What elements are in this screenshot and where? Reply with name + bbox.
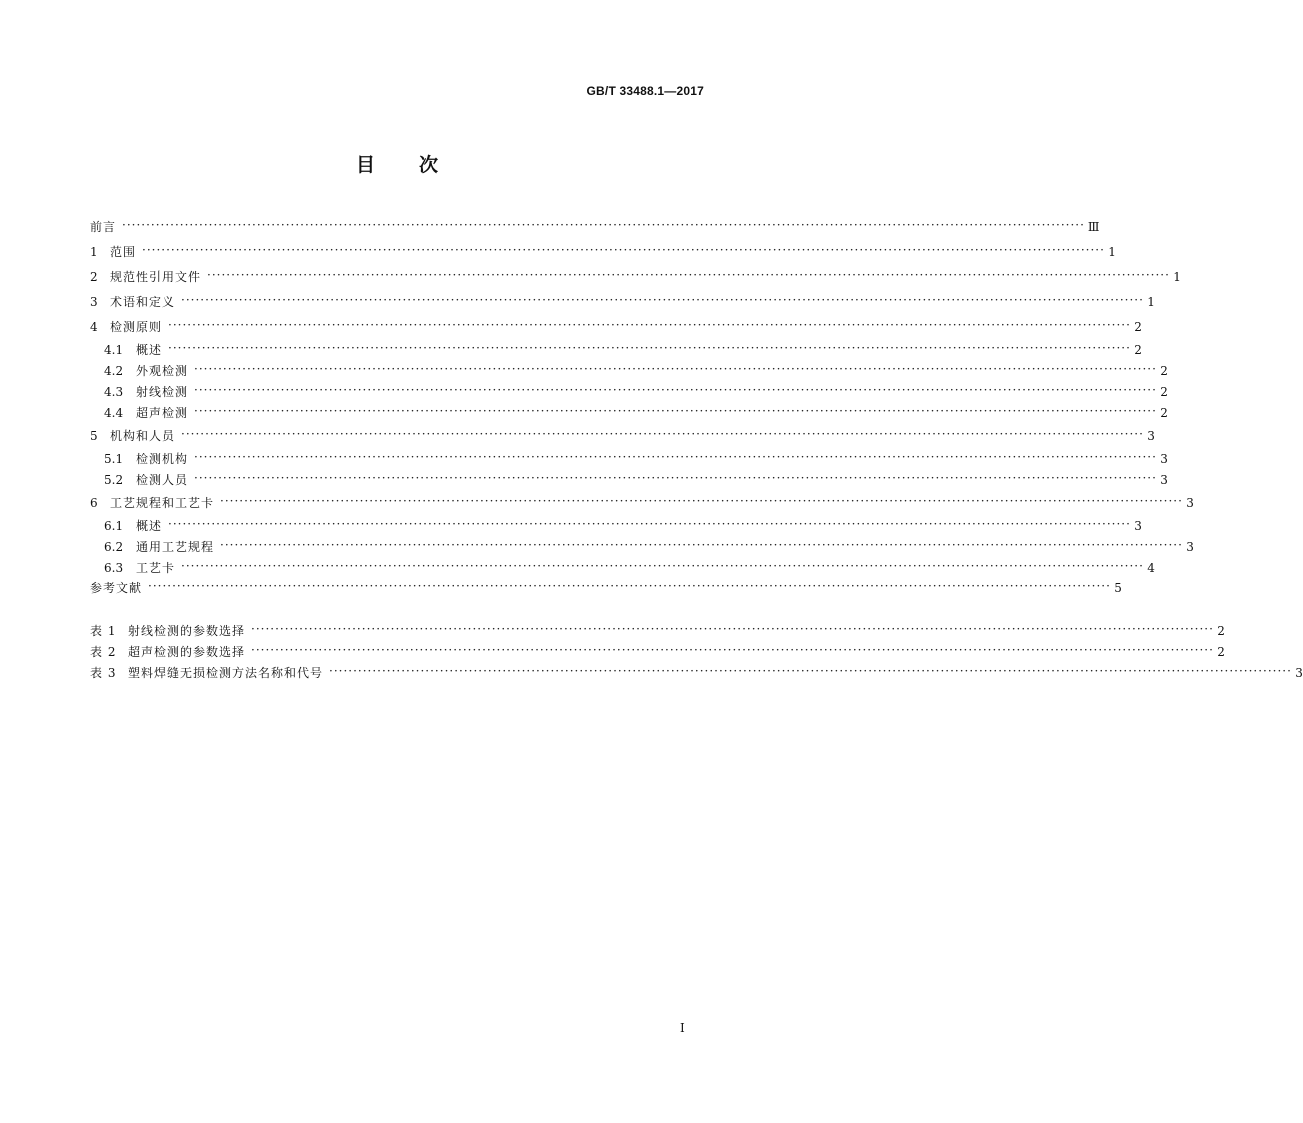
toc-entry-page: 3	[1160, 451, 1168, 466]
toc-entry-text: 工艺规程和工艺卡	[110, 495, 215, 510]
toc-entry-page: 1	[1147, 294, 1155, 309]
toc-entry-text: 术语和定义	[110, 294, 176, 309]
toc-entry-text: 前言	[90, 220, 117, 234]
toc-table-page: 2	[1217, 623, 1225, 638]
toc-entry-page: 2	[1134, 342, 1142, 357]
standard-code: GB/T 33488.1—2017	[586, 84, 704, 98]
toc-entry-text: 通用工艺规程	[136, 539, 215, 554]
toc-entry-6-1[interactable]	[90, 515, 1142, 536]
toc-entry-number: 5.2	[104, 472, 124, 487]
toc-entry-text: 超声检测	[136, 405, 189, 420]
toc-leader-dots: ········································································································································································································	[194, 361, 1157, 376]
toc-entry-text: 范围	[110, 244, 137, 259]
toc-entry-text: 检测机构	[136, 451, 189, 466]
toc-entry-foreword[interactable]	[90, 215, 1100, 239]
toc-entry-number: 4.3	[104, 384, 124, 399]
toc-leader-dots: ········································································································································································································	[122, 218, 1085, 232]
toc-entry-5-2[interactable]	[90, 469, 1168, 490]
toc-entry-number: 4.4	[104, 405, 124, 420]
toc-table-text: 塑料焊缝无损检测方法名称和代号	[128, 666, 324, 680]
toc-leader-dots: ········································································································································································································	[168, 340, 1131, 355]
toc-entry-principles[interactable]	[90, 314, 1142, 339]
toc-table-3[interactable]	[90, 662, 1303, 683]
toc-entry-text: 参考文献	[90, 581, 143, 595]
toc-table-2[interactable]	[90, 641, 1225, 662]
toc-entry-page: 2	[1160, 405, 1168, 420]
page-title: 目次	[355, 154, 482, 176]
toc-entry-text: 外观检测	[136, 363, 189, 378]
toc-entry-page: 2	[1160, 384, 1168, 399]
toc-entry-page: 5	[1114, 581, 1122, 595]
toc-leader-dots: ········································································································································································································	[194, 382, 1157, 397]
toc-leader-dots: ········································································································································································································	[220, 537, 1183, 552]
toc-entry-number: 5.1	[104, 451, 124, 466]
toc-table-page: 3	[1295, 665, 1303, 680]
toc-entry-text: 检测人员	[136, 472, 189, 487]
toc-entry-bibliography[interactable]	[90, 578, 1122, 598]
page-number: I	[680, 1021, 685, 1035]
toc-entry-page: 3	[1134, 518, 1142, 533]
toc-entry-page: 2	[1160, 363, 1168, 378]
toc-entry-page: 1	[1173, 269, 1181, 284]
toc-entry-page: 4	[1147, 560, 1155, 575]
toc-entry-number: 3	[90, 294, 98, 309]
toc-leader-dots: ········································································································································································································	[142, 242, 1105, 257]
toc-table-label: 表 2	[90, 645, 117, 659]
toc-entry-number: 4.2	[104, 363, 124, 378]
toc-entry-text: 射线检测	[136, 384, 189, 399]
toc-entry-text: 检测原则	[110, 319, 163, 334]
toc-table-text: 超声检测的参数选择	[128, 645, 246, 659]
toc-entry-page: 1	[1108, 244, 1116, 259]
toc-leader-dots: ········································································································································································································	[194, 403, 1157, 418]
toc-entry-organization-personnel[interactable]	[90, 423, 1155, 448]
toc-leader-dots: ········································································································································································································	[251, 621, 1214, 636]
toc-leader-dots: ········································································································································································································	[194, 449, 1157, 464]
toc-entry-procedures[interactable]	[90, 490, 1194, 515]
table-of-contents	[90, 215, 1303, 683]
toc-entry-text: 机构和人员	[110, 428, 176, 443]
toc-leader-dots: ········································································································································································································	[148, 579, 1111, 593]
toc-entry-text: 规范性引用文件	[110, 269, 202, 284]
toc-leader-dots: ········································································································································································································	[181, 426, 1144, 441]
toc-entry-text: 概述	[136, 518, 163, 533]
toc-leader-dots: ········································································································································································································	[181, 292, 1144, 307]
toc-entry-4-2[interactable]	[90, 360, 1168, 381]
toc-entry-page: 3	[1147, 428, 1155, 443]
toc-entry-text: 概述	[136, 342, 163, 357]
toc-table-1[interactable]	[90, 620, 1225, 641]
toc-table-page: 2	[1217, 644, 1225, 659]
toc-entry-scope[interactable]	[90, 239, 1116, 264]
toc-entry-number: 6.2	[104, 539, 124, 554]
toc-entry-page: 2	[1134, 319, 1142, 334]
toc-leader-dots: ········································································································································································································	[220, 493, 1183, 508]
toc-entry-number: 4	[90, 319, 98, 334]
toc-table-label: 表 1	[90, 624, 117, 638]
toc-entry-page: Ⅲ	[1087, 220, 1100, 234]
toc-entry-4-4[interactable]	[90, 402, 1168, 423]
toc-entry-number: 1	[90, 244, 98, 259]
toc-entry-number: 4.1	[104, 342, 124, 357]
toc-entry-number: 6.3	[104, 560, 124, 575]
toc-leader-dots: ········································································································································································································	[181, 558, 1144, 573]
toc-entry-number: 2	[90, 269, 98, 284]
toc-entry-4-1[interactable]	[90, 339, 1142, 360]
toc-entry-number: 6.1	[104, 518, 124, 533]
toc-leader-dots: ········································································································································································································	[329, 663, 1292, 678]
toc-entry-6-2[interactable]	[90, 536, 1194, 557]
toc-entry-terms[interactable]	[90, 289, 1155, 314]
toc-entry-normative-references[interactable]	[90, 264, 1181, 289]
section-spacer	[90, 598, 704, 620]
toc-leader-dots: ········································································································································································································	[194, 470, 1157, 485]
toc-leader-dots: ········································································································································································································	[207, 267, 1170, 282]
toc-leader-dots: ········································································································································································································	[168, 317, 1131, 332]
toc-table-text: 射线检测的参数选择	[128, 624, 246, 638]
toc-entry-page: 3	[1186, 495, 1194, 510]
toc-entry-5-1[interactable]	[90, 448, 1168, 469]
toc-entry-6-3[interactable]	[90, 557, 1155, 578]
toc-leader-dots: ········································································································································································································	[251, 642, 1214, 657]
toc-entry-page: 3	[1186, 539, 1194, 554]
toc-table-label: 表 3	[90, 666, 117, 680]
toc-entry-number: 5	[90, 428, 98, 443]
toc-entry-number: 6	[90, 495, 98, 510]
toc-entry-page: 3	[1160, 472, 1168, 487]
toc-entry-text: 工艺卡	[136, 560, 176, 575]
toc-leader-dots: ········································································································································································································	[168, 516, 1131, 531]
toc-entry-4-3[interactable]	[90, 381, 1168, 402]
